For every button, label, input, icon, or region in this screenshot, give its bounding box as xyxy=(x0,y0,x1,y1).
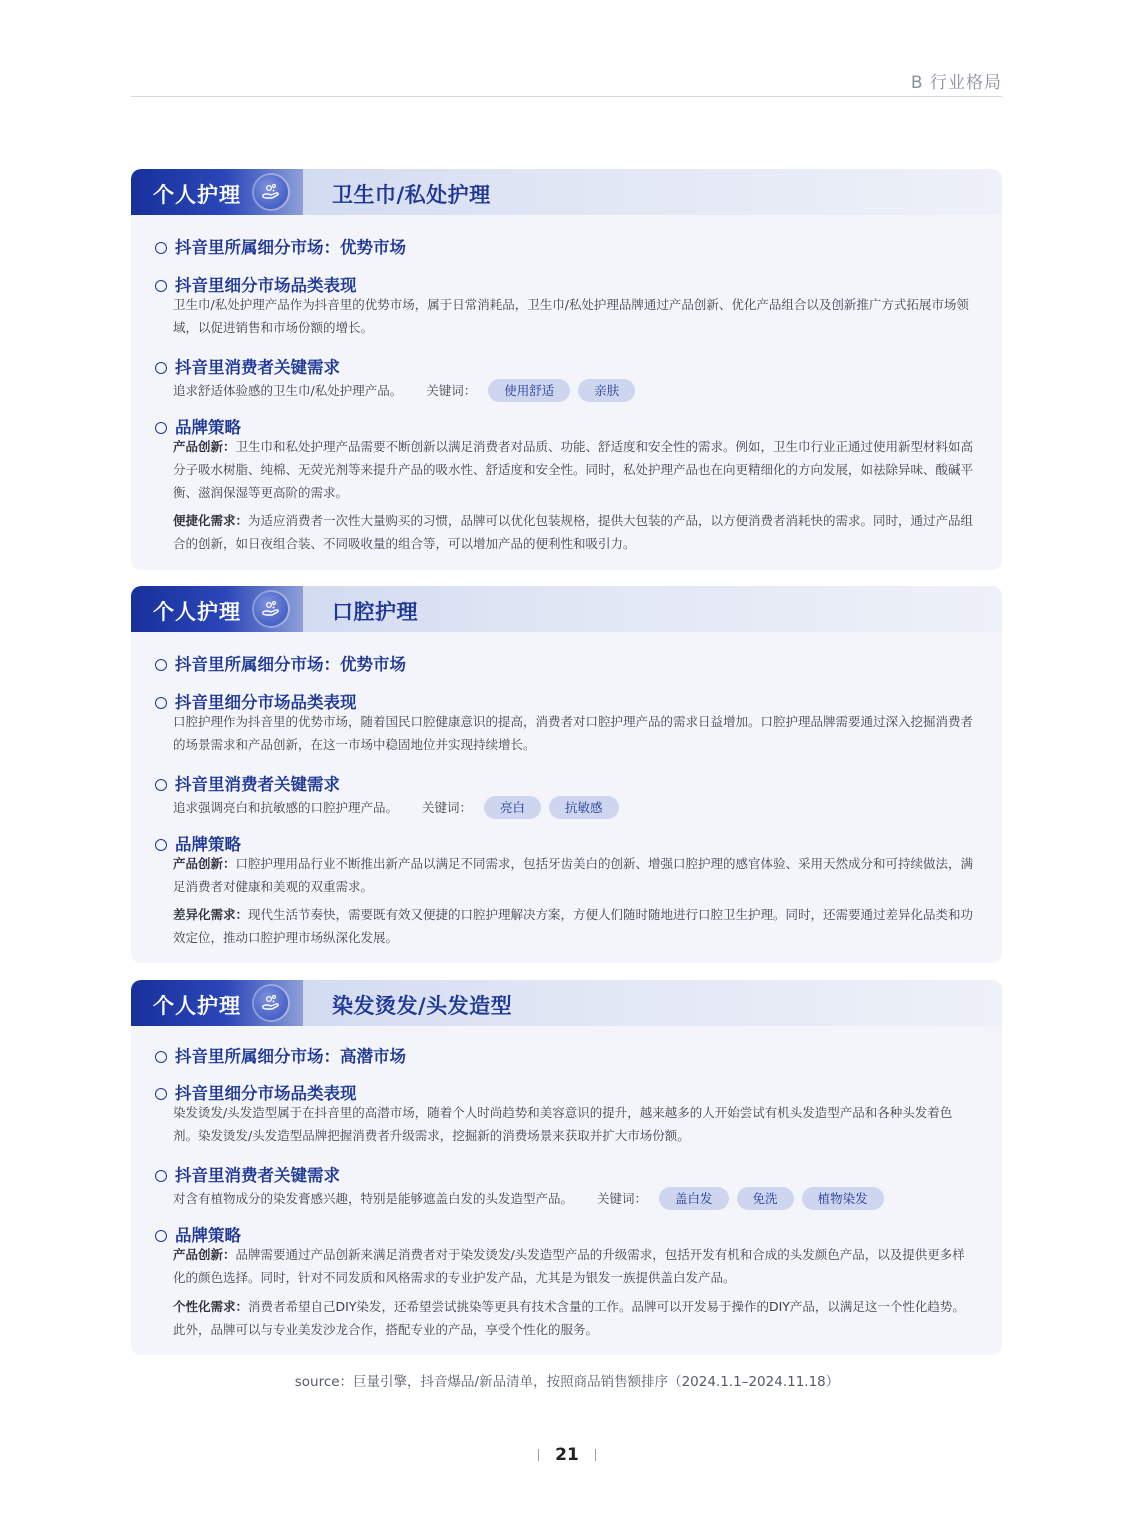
category-label: 个人护理 xyxy=(153,600,241,624)
keyword-chip: 亲肤 xyxy=(578,379,635,402)
hand-bubbles-icon xyxy=(254,986,288,1020)
category-label: 个人护理 xyxy=(153,994,241,1018)
divider xyxy=(538,1449,539,1461)
bullet-circle-icon xyxy=(155,362,167,374)
section-title: 卫生巾/私处护理 xyxy=(332,183,491,207)
strategy-paragraph xyxy=(173,903,976,949)
keyword-label: 关键词： xyxy=(597,1191,648,1206)
market-heading: 抖音里所属细分市场：高潜市场 xyxy=(175,1047,406,1066)
section-banner xyxy=(131,169,1002,215)
bullet-circle-icon xyxy=(155,697,167,709)
strategy-label: 产品创新： xyxy=(173,1247,236,1262)
section-banner xyxy=(131,586,1002,632)
strategy-text: 现代生活节奏快，需要既有效又便捷的口腔护理解决方案，方便人们随时随地进行口腔卫生护理。同时，还需要通过差异化品类和功效定位，推动口腔护理市场纵深化发展。 xyxy=(173,907,974,945)
keyword-chip: 免洗 xyxy=(737,1187,794,1210)
strategy-heading: 品牌策略 xyxy=(175,418,241,437)
hand-bubbles-icon xyxy=(254,592,288,626)
keyword-chip: 抗敏感 xyxy=(549,796,619,819)
strategy-heading: 品牌策略 xyxy=(175,1226,241,1245)
need-line xyxy=(173,794,619,820)
need-line xyxy=(173,377,635,403)
strategy-paragraph xyxy=(173,852,976,898)
strategy-text: 消费者希望自己DIY染发，还希望尝试挑染等更具有技术含量的工作。品牌可以开发易于操作的DIY产品，以满足这一个性化趋势。此外，品牌可以与专业美发沙龙合作，搭配专业的产品，享受个性化的服务。 xyxy=(173,1299,965,1337)
section-card xyxy=(131,586,1002,963)
bullet-circle-icon xyxy=(155,659,167,671)
strategy-heading: 品牌策略 xyxy=(175,835,241,854)
keyword-chip: 亮白 xyxy=(484,796,541,819)
need-text: 追求强调亮白和抗敏感的口腔护理产品。 xyxy=(173,800,399,815)
bullet-circle-icon xyxy=(155,1170,167,1182)
strategy-label: 便捷化需求： xyxy=(173,513,249,528)
strategy-paragraph xyxy=(173,509,976,555)
strategy-paragraph xyxy=(173,1295,976,1341)
market-heading: 抖音里所属细分市场：优势市场 xyxy=(175,238,406,257)
category-tag xyxy=(131,586,303,632)
need-heading: 抖音里消费者关键需求 xyxy=(175,775,340,794)
need-heading: 抖音里消费者关键需求 xyxy=(175,1166,340,1185)
bullet-circle-icon xyxy=(155,1051,167,1063)
strategy-text: 品牌需要通过产品创新来满足消费者对于染发烫发/头发造型产品的升级需求，包括开发有机和合成的头发颜色产品，以及提供更多样化的颜色选择。同时，针对不同发质和风格需求的专业护发产品，尤其是为银发一族提供盖白发产品。 xyxy=(173,1247,965,1285)
performance-heading: 抖音里细分市场品类表现 xyxy=(175,1084,357,1103)
keyword-chip: 植物染发 xyxy=(802,1187,884,1210)
strategy-text: 口腔护理用品行业不断推出新产品以满足不同需求，包括牙齿美白的创新、增强口腔护理的感官体验、采用天然成分和可持续做法，满足消费者对健康和美观的双重需求。 xyxy=(173,856,974,894)
section-label: B 行业格局 xyxy=(910,73,1002,93)
need-text: 追求舒适体验感的卫生巾/私处护理产品。 xyxy=(173,383,403,398)
strategy-paragraph xyxy=(173,435,976,504)
section-card xyxy=(131,169,1002,570)
bullet-circle-icon xyxy=(155,280,167,292)
performance-text: 口腔护理作为抖音里的优势市场，随着国民口腔健康意识的提高，消费者对口腔护理产品的需求日益增加。口腔护理品牌需要通过深入挖掘消费者的场景需求和产品创新，在这一市场中稳固地位并实现持续增长。 xyxy=(173,714,974,752)
bullet-circle-icon xyxy=(155,242,167,254)
market-heading: 抖音里所属细分市场：优势市场 xyxy=(175,655,406,674)
performance-heading: 抖音里细分市场品类表现 xyxy=(175,276,357,295)
category-tag xyxy=(131,980,303,1026)
category-label: 个人护理 xyxy=(153,183,241,207)
header-divider xyxy=(131,96,1002,97)
need-text: 对含有植物成分的染发膏感兴趣，特别是能够遮盖白发的头发造型产品。 xyxy=(173,1191,574,1206)
keyword-label: 关键词： xyxy=(422,800,473,815)
performance-heading: 抖音里细分市场品类表现 xyxy=(175,693,357,712)
page-number: 21 xyxy=(555,1445,579,1465)
need-heading: 抖音里消费者关键需求 xyxy=(175,358,340,377)
performance-text: 卫生巾/私处护理产品作为抖音里的优势市场，属于日常消耗品，卫生巾/私处护理品牌通过产品创新、优化产品组合以及创新推广方式拓展市场领域，以促进销售和市场份额的增长。 xyxy=(173,297,969,335)
performance-text: 染发烫发/头发造型属于在抖音里的高潜市场，随着个人时尚趋势和美容意识的提升，越来越多的人开始尝试有机头发造型产品和各种头发着色剂。染发烫发/头发造型品牌把握消费者升级需求，挖掘新的消费场景来获取并扩大市场份额。 xyxy=(173,1105,953,1143)
strategy-label: 差异化需求： xyxy=(173,907,249,922)
divider xyxy=(595,1449,596,1461)
section-banner xyxy=(131,980,1002,1026)
section-card xyxy=(131,980,1002,1355)
bullet-circle-icon xyxy=(155,1230,167,1242)
hand-bubbles-icon xyxy=(254,175,288,209)
page-number-footer xyxy=(0,1445,1134,1465)
strategy-paragraph xyxy=(173,1243,976,1289)
section-title: 口腔护理 xyxy=(332,600,418,624)
keyword-chip: 使用舒适 xyxy=(488,379,570,402)
strategy-label: 产品创新： xyxy=(173,439,236,454)
category-tag xyxy=(131,169,303,215)
need-line xyxy=(173,1185,884,1211)
source-note: source：巨量引擎，抖音爆品/新品清单，按照商品销售额排序（2024.1.1–2024.11.18） xyxy=(294,1374,840,1390)
keyword-label: 关键词： xyxy=(426,383,477,398)
strategy-text: 卫生巾和私处护理产品需要不断创新以满足消费者对品质、功能、舒适度和安全性的需求。例如，卫生巾行业正通过使用新型材料如高分子吸水树脂、纯棉、无荧光剂等来提升产品的吸水性、舒适度和安全性。同时，私处护理产品也在向更精细化的方向发展，如祛除异味、酸碱平衡、滋润保湿等更高阶的需求。 xyxy=(173,439,974,500)
strategy-label: 产品创新： xyxy=(173,856,236,871)
keyword-chip: 盖白发 xyxy=(659,1187,729,1210)
strategy-text: 为适应消费者一次性大量购买的习惯，品牌可以优化包装规格，提供大包装的产品，以方便消费者消耗快的需求。同时，通过产品组合的创新，如日夜组合装、不同吸收量的组合等，可以增加产品的便利性和吸引力。 xyxy=(173,513,974,551)
strategy-label: 个性化需求： xyxy=(173,1299,249,1314)
section-title: 染发烫发/头发造型 xyxy=(332,994,513,1018)
bullet-circle-icon xyxy=(155,839,167,851)
bullet-circle-icon xyxy=(155,779,167,791)
bullet-circle-icon xyxy=(155,422,167,434)
bullet-circle-icon xyxy=(155,1088,167,1100)
